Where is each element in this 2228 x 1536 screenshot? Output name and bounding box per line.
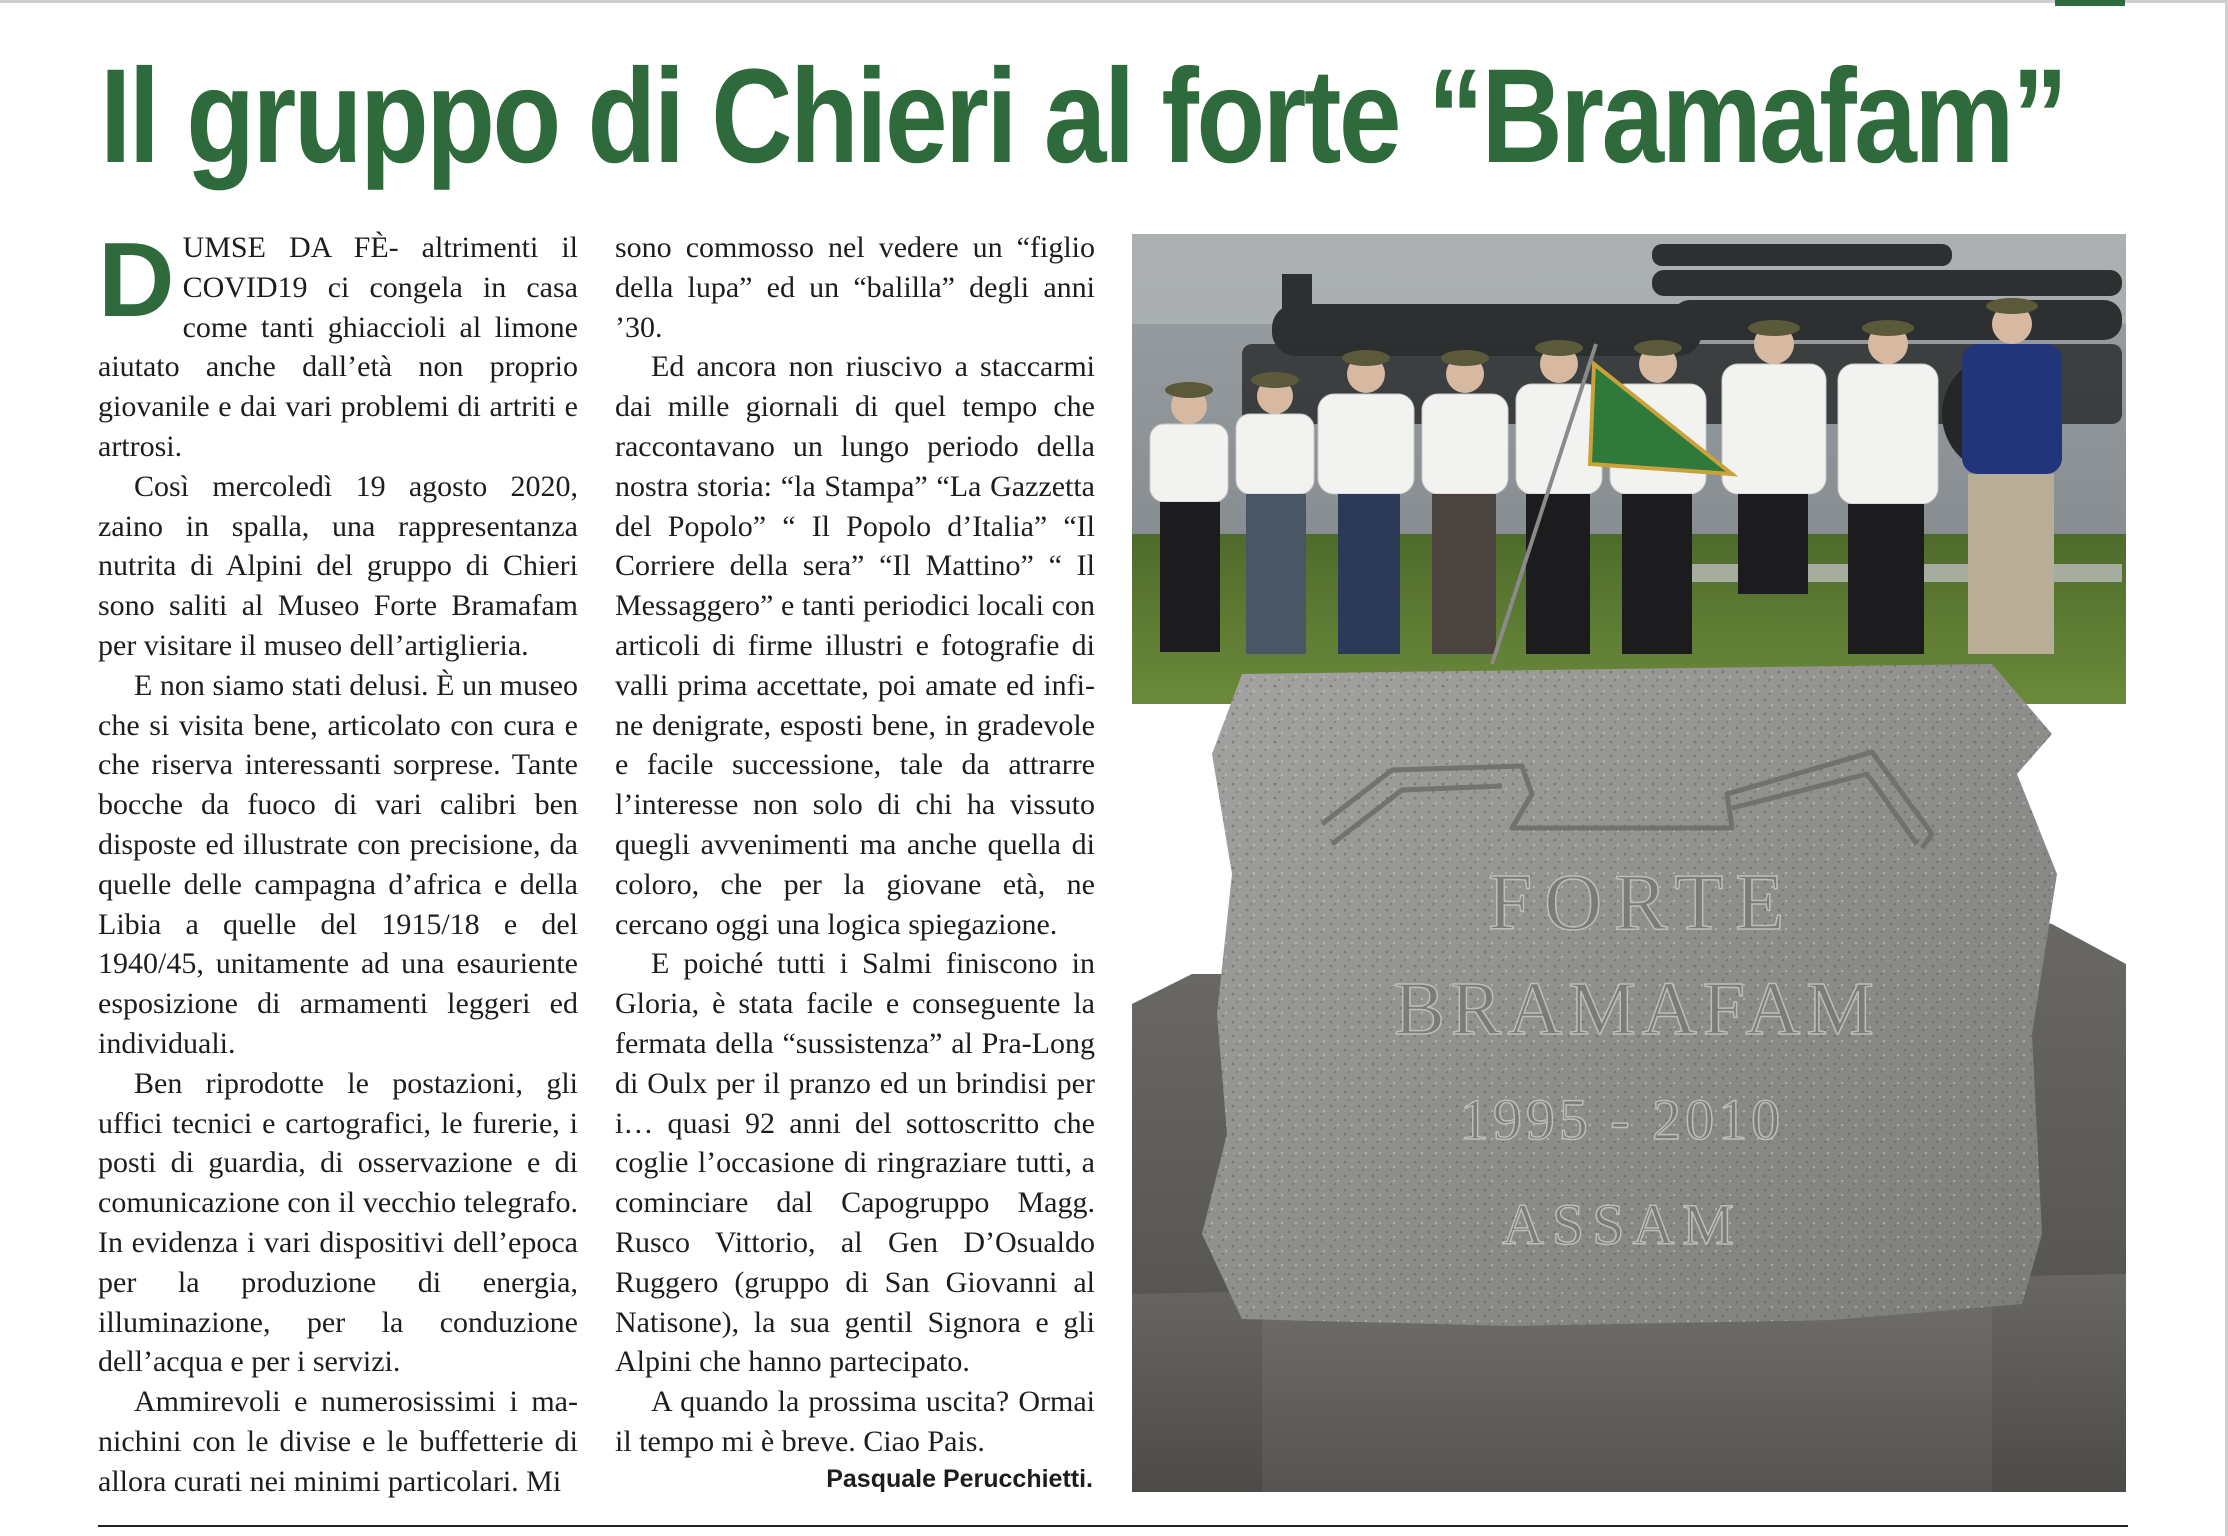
paragraph: A quando la prossima uscita? Ormai il tempo mi è breve. Ciao Pais.	[615, 1385, 1095, 1458]
article-column-2	[615, 228, 1095, 1462]
section-accent-bar	[2055, 0, 2125, 6]
paragraph: sono commosso nel vedere un “figlio della lupa” ed un “balilla” degli anni ’30.	[615, 231, 1095, 344]
drop-cap: D	[98, 221, 175, 339]
bottom-rule	[98, 1525, 2128, 1527]
stone-line-years: 1995 - 2010	[1459, 1087, 1785, 1152]
commemorative-stone	[1202, 664, 2057, 1326]
group-photo	[1132, 234, 2126, 704]
article-title: Il gruppo di Chieri al forte “Bramafam”	[100, 42, 2066, 191]
page-top-border	[0, 0, 2228, 3]
paragraph: UMSE DA FÈ- altrimenti il COVID19 ci congela in casa come tanti ghiaccioli al limone aiutato anche dall’età non proprio giovanile e dai vari problemi di artriti e artrosi.	[98, 231, 578, 463]
paragraph: Così mercoledì 19 agosto 2020, zaino in spalla, una rappresentanza nutrita di Alpini del gruppo di Chieri sono saliti al Museo Forte Bramafam per visitare il museo dell’artiglieria.	[98, 469, 578, 662]
paragraph: Ammirevoli e numerosissimi i manichini con le divise e le buffetterie di allora curati nei minimi particolari. Mi	[98, 1385, 578, 1498]
stone-line-assam: ASSAM	[1502, 1192, 1742, 1257]
stone-line-bramafam: BRAMAFAM	[1394, 967, 1880, 1051]
article-column-1	[98, 221, 578, 1502]
paragraph: E poiché tutti i Salmi finiscono in Gloria, è stata facile e conseguente la fermata della “sussistenza” al Pra-Long di Oulx per il pranzo ed un brindisi per i… quasi 92 anni del sottoscritto che coglie l’occasione di ringraziare tutti, a cominciare dal Capogruppo Magg. Rusco Vittorio, al Gen D’Osualdo Ruggero (gruppo di San Giovanni al Natisone), la sua gentil Signora e gli Alpini che hanno partecipato.	[615, 947, 1095, 1379]
paragraph: E non siamo stati delusi. È un museo che si visita bene, articolato con cura e che riserva interessanti sorprese. Tante bocche da fuoco di vari calibri ben disposte ed illustrate con precisione, da quelle delle campagna d’africa e della Libia a quelle del 1915/18 e del 1940/45, unitamente ad una esauriente esposizione di armamenti leggeri ed individuali.	[98, 668, 578, 1060]
author-byline: Pasquale Perucchietti.	[826, 1465, 1093, 1493]
stone-line-forte: FORTE	[1487, 859, 1797, 947]
paragraph: Ben riprodotte le postazioni, gli uffici tecnici e cartografici, le furerie, i posti di guardia, di osservazione e di comunicazione con il vecchio telegrafo. In evidenza i vari dispositivi dell’epoca per la produzione di energia, illuminazione, per la conduzione dell’acqua e per i servizi.	[98, 1066, 578, 1379]
paragraph: Ed ancora non riuscivo a staccarmi dai mille giornali di quel tempo che raccontavano un lungo periodo della nostra storia: “la Stampa” “La Gazzetta del Popolo” “ Il Popolo d’Italia” “Il Corriere della sera” “Il Mattino” “ Il Messaggero” e tanti periodici locali con articoli di firme illustri e fotografie di valli prima accettate, poi amate ed infine denigrate, esposti bene, in gradevole e facile successione, tale da attrarre l’interesse non solo di chi ha vissuto quegli avvenimenti ma anche quella di coloro, che per la giovane età, ne cercano oggi una logica spiegazione.	[615, 350, 1095, 941]
article-illustration	[1132, 234, 2126, 1492]
